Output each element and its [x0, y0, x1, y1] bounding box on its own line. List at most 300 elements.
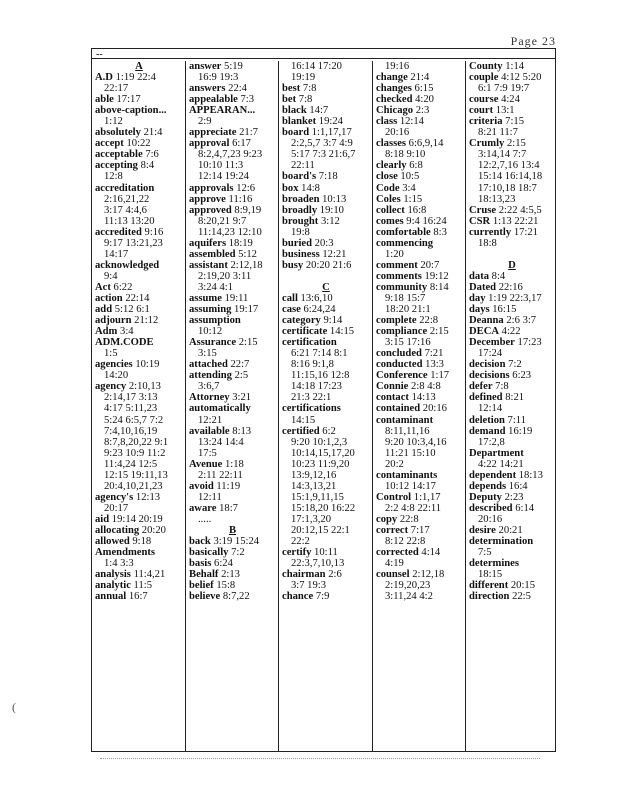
index-refs: 12:6: [233, 182, 256, 194]
index-refs: 5:19: [221, 61, 243, 72]
index-entry: [469, 138, 555, 149]
index-term: comment: [376, 259, 418, 271]
index-refs: 6:24: [211, 558, 233, 570]
index-refs-continued: 10:12: [198, 326, 223, 338]
index-refs-continued: 22:11: [291, 160, 315, 172]
index-term: approval: [189, 138, 230, 150]
index-term: chairman: [282, 569, 326, 581]
index-term: accept: [95, 138, 124, 150]
index-refs-continued: 13:9,12,16: [291, 469, 337, 481]
index-entry: [469, 326, 555, 337]
index-refs-continued: 3:15 17:16: [385, 337, 431, 349]
index-refs: 6:14: [512, 502, 535, 514]
index-entry: [376, 83, 463, 94]
index-refs: 20:20: [139, 524, 166, 536]
index-entry: [282, 304, 370, 315]
index-entry: [95, 536, 183, 547]
index-term: Behalf: [189, 569, 219, 581]
index-entry: [95, 260, 183, 271]
index-entry: [189, 459, 276, 470]
index-refs-continued: 9:18 15:7: [385, 292, 426, 304]
index-term: blanket: [282, 116, 317, 128]
index-term: certified: [282, 425, 320, 437]
index-term: absolutely: [95, 127, 141, 139]
index-refs-continued: 12:14: [478, 403, 503, 415]
index-refs-continued: 3:14,14 7:7: [478, 149, 527, 161]
index-entry: [189, 359, 276, 370]
index-refs-continued: 12:2,7,16 13:4: [478, 160, 540, 172]
index-entry: [189, 569, 276, 580]
index-term: comfortable: [376, 226, 431, 238]
index-refs: 4:20: [412, 94, 434, 106]
index-refs: 10:19: [132, 359, 160, 371]
index-entry: [376, 216, 463, 227]
index-entry: [376, 492, 463, 503]
index-term: deletion: [469, 414, 505, 426]
index-entry: [189, 183, 276, 194]
index-term: class: [376, 116, 398, 128]
index-entry: [282, 116, 370, 127]
index-refs: 17:23: [514, 337, 542, 349]
index-entry: [95, 127, 183, 138]
index-refs: 6:2: [319, 425, 336, 437]
index-term: Adm: [95, 326, 118, 338]
index-refs: 13:6,10: [297, 292, 333, 304]
index-entry: [189, 591, 276, 602]
index-refs-continued: 5:17 7:3 21:6,7: [291, 149, 356, 161]
index-refs: 7:8: [296, 94, 313, 106]
index-term: comes: [376, 215, 404, 227]
index-refs: 7:21: [421, 348, 444, 360]
index-term: category: [282, 315, 321, 327]
index-refs: 17:21: [511, 226, 538, 238]
index-refs: 1:19 22:3,17: [485, 292, 542, 304]
index-term: certifications: [282, 403, 341, 415]
index-refs-continued: 16:14 17:20: [291, 61, 342, 72]
index-refs-continued: 3:17 4:4,6: [104, 204, 147, 216]
index-refs-continued: 1:4 3:3: [104, 558, 134, 570]
index-refs: 2:22 4:5,5: [496, 204, 542, 216]
index-refs: 1:15: [400, 193, 423, 205]
index-refs-continued: 9:4: [104, 270, 118, 282]
index-refs: 2:6: [325, 569, 342, 581]
index-term: described: [469, 502, 513, 514]
index-term: classes: [376, 138, 407, 150]
index-term: criteria: [469, 116, 503, 128]
index-term: Department: [469, 447, 524, 459]
index-refs-continued: 2:11 22:11: [198, 469, 243, 481]
index-term: automatically: [189, 403, 251, 415]
index-entry: [282, 127, 370, 138]
index-entry: [95, 138, 183, 149]
index-term: aware: [189, 502, 217, 514]
index-refs: 13:3: [422, 359, 444, 371]
index-entry: [189, 403, 276, 414]
index-refs-continued: 9:23 10:9 11:2: [104, 447, 166, 459]
index-term: basically: [189, 547, 229, 559]
section-letter: B: [228, 524, 237, 536]
index-refs: 14:13: [408, 392, 436, 404]
index-term: close: [376, 171, 398, 183]
index-entry: [469, 227, 555, 238]
index-entry: [189, 205, 276, 216]
index-refs: 2:5: [231, 370, 249, 382]
index-refs-continued: 12:11: [198, 491, 222, 503]
index-refs: 2:15: [504, 138, 526, 150]
index-refs: 20:20 21:6: [303, 259, 352, 271]
index-refs: 22:7: [227, 359, 250, 371]
index-entry: [376, 403, 463, 414]
index-refs: 18:13: [516, 469, 543, 481]
index-entry: [376, 94, 463, 105]
index-entry: [95, 160, 183, 171]
index-refs-continued: 17:5: [198, 447, 217, 459]
index-term: December: [469, 337, 515, 349]
index-refs: 7:3: [237, 94, 255, 106]
index-entry: [376, 260, 463, 271]
index-refs-continued: 6:21 7:14 8:1: [291, 348, 348, 360]
index-entry: [189, 370, 276, 381]
index-entry: [469, 271, 555, 282]
index-refs: 5:12 6:1: [112, 304, 150, 316]
index-entry: [469, 304, 555, 315]
index-refs-continued: 14:20: [104, 370, 129, 382]
index-refs: 8:13: [229, 425, 252, 437]
index-term: contained: [376, 403, 421, 415]
top-mark: --: [96, 49, 103, 60]
index-term: attending: [189, 370, 232, 382]
index-refs: 12:21: [319, 248, 347, 260]
index-term: broaden: [282, 193, 320, 205]
index-term: demand: [469, 425, 506, 437]
index-entry: [376, 183, 463, 194]
index-entry: [95, 381, 183, 392]
index-term: determines: [469, 558, 520, 570]
index-entry: [469, 448, 555, 459]
index-refs-continued: 18:15: [478, 569, 503, 581]
index-term: accredited: [95, 226, 142, 238]
index-entry: [189, 315, 276, 326]
index-entry: [189, 94, 276, 105]
index-refs-continued: 4:22 14:21: [478, 458, 524, 470]
index-refs: 4:24: [498, 94, 520, 106]
index-term: comments: [376, 270, 422, 282]
index-refs: 7:8: [492, 381, 509, 393]
index-term: Assurance: [189, 337, 237, 349]
index-entry: [469, 536, 555, 547]
index-refs: 2:13: [218, 569, 240, 581]
index-entry: [189, 138, 276, 149]
index-refs: 8:4: [137, 160, 155, 172]
index-refs: 1:1,17,17: [309, 127, 352, 139]
index-refs: 7:18: [316, 171, 338, 183]
index-term: desire: [469, 524, 496, 536]
index-term: approvals: [189, 182, 234, 194]
index-refs-continued: 11:15,16 12:8: [291, 370, 350, 382]
index-entry: [376, 415, 463, 426]
index-refs-continued: 19:19: [291, 72, 316, 84]
index-term: couple: [469, 72, 499, 84]
index-term: Crumly: [469, 138, 505, 150]
index-term: Attorney: [189, 392, 230, 404]
index-refs: 7:17: [408, 524, 430, 536]
index-refs: 9:14: [320, 315, 343, 327]
index-term: concluded: [376, 348, 422, 360]
index-refs: 14:15: [327, 326, 355, 338]
index-refs: 7:9: [313, 591, 330, 603]
index-refs: 14:8: [298, 182, 320, 194]
index-refs: 9:16: [141, 226, 164, 238]
index-entry: [189, 194, 276, 205]
index-term: acceptable: [95, 149, 143, 161]
index-refs: 15:8: [213, 580, 236, 592]
index-term: agency's: [95, 491, 134, 503]
index-term: Deputy: [469, 491, 502, 503]
index-entry: [376, 348, 463, 359]
index-refs-continued: 10:14,15,17,20: [291, 447, 355, 459]
index-entry: [282, 205, 370, 216]
index-term: decision: [469, 359, 506, 371]
index-entry: [95, 304, 183, 315]
index-term: Avenue: [189, 458, 223, 470]
index-entry: [282, 426, 370, 437]
index-entry: [282, 260, 370, 271]
index-refs: 10:11: [311, 547, 338, 559]
index-refs-continued: 10:23 11:9,20: [291, 458, 350, 470]
index-refs-continued: 15:14 16:14,18: [478, 171, 543, 183]
index-term: annual: [95, 591, 127, 603]
index-refs: 5:12: [235, 248, 257, 260]
index-term: approved: [189, 204, 232, 216]
index-term: different: [469, 580, 509, 592]
index-term: contaminants: [376, 469, 438, 481]
index-refs-continued: 3:11,24 4:2: [385, 591, 433, 603]
index-term: best: [282, 83, 301, 95]
index-entry: [376, 470, 463, 481]
index-term: analytic: [95, 580, 131, 592]
index-term: determination: [469, 536, 534, 548]
index-term: allowed: [95, 536, 130, 548]
index-term: ADM.CODE: [95, 337, 154, 349]
index-term: court: [469, 105, 494, 117]
index-refs: 22:5: [509, 591, 531, 603]
index-refs: 10:13: [319, 193, 347, 205]
index-refs-continued: 3:15: [198, 348, 217, 360]
index-entry: [376, 525, 463, 536]
index-entry: [95, 525, 183, 536]
index-term: Control: [376, 491, 412, 503]
index-refs: 4:14: [418, 547, 441, 559]
index-entry: [282, 403, 370, 414]
index-entry: [469, 205, 555, 216]
index-refs: 7:15: [502, 116, 525, 128]
index-refs-continued: 11:4,24 12:5: [104, 458, 158, 470]
index-refs: 21:4: [407, 72, 430, 84]
index-refs: 2:15: [236, 337, 258, 349]
index-refs-continued: 12:14 19:24: [198, 171, 249, 183]
index-refs: 6:6,9,14: [406, 138, 444, 150]
index-refs: 14:7: [306, 105, 329, 117]
index-entry: [95, 547, 183, 558]
index-entry: [95, 569, 183, 580]
index-refs: 21:4: [140, 127, 163, 139]
index-term: action: [95, 292, 123, 304]
index-term: commencing: [376, 237, 434, 249]
index-refs-continued: 14:18 17:23: [291, 381, 342, 393]
index-refs: 1:19 22:4: [112, 72, 156, 84]
index-entry: [376, 171, 463, 182]
index-entry: [95, 183, 183, 194]
index-term: able: [95, 94, 114, 106]
index-refs-continued: 4:17 5:11,23: [104, 403, 158, 415]
index-refs: 8:14: [427, 281, 449, 293]
index-entry: [282, 183, 370, 194]
index-term: basis: [189, 558, 212, 570]
index-entry: [282, 293, 370, 304]
index-entry: [189, 536, 276, 547]
index-term: APPEARAN...: [189, 105, 256, 117]
index-refs-continued: 8:16 9:1,8: [291, 359, 334, 371]
index-entry: [469, 359, 555, 370]
index-term: agency: [95, 381, 127, 393]
index-entry: [376, 392, 463, 403]
index-entry: [95, 149, 183, 160]
index-refs-continued: 4:19: [385, 558, 404, 570]
index-entry: [282, 315, 370, 326]
index-term: checked: [376, 94, 413, 106]
index-term: changes: [376, 83, 412, 95]
index-refs-continued: 16:9 19:3: [198, 72, 239, 84]
index-refs-continued: 11:21 15:10: [385, 447, 436, 459]
index-entry: [189, 547, 276, 558]
index-refs: 3:19 15:24: [210, 536, 260, 548]
index-term: clearly: [376, 160, 407, 172]
index-term: assumption: [189, 315, 241, 327]
index-refs-continued: 1:12: [104, 116, 123, 128]
index-refs: 19:12: [421, 270, 449, 282]
index-entry: [95, 282, 183, 293]
index-entry: [469, 492, 555, 503]
index-refs-continued: 1:20: [385, 248, 404, 260]
index-refs: 20:16: [420, 403, 447, 415]
index-column-4: [372, 61, 465, 751]
index-refs-continued: 2:19,20 3:11: [198, 270, 252, 282]
index-refs: 20:7: [417, 259, 440, 271]
index-entry: [189, 83, 276, 94]
index-refs-continued: 21:3 22:1: [291, 392, 332, 404]
index-refs: 19:11: [221, 292, 249, 304]
index-entry: [469, 591, 555, 602]
index-term: direction: [469, 591, 510, 603]
index-refs-continued: 2:9: [198, 116, 212, 128]
index-refs-continued: 5:24 6:5,7 7:2: [104, 414, 164, 426]
index-refs-continued: 8:11,11,16: [385, 425, 430, 437]
index-term: business: [282, 248, 320, 260]
section-letter: D: [508, 259, 516, 271]
index-term: assembled: [189, 248, 236, 260]
index-term: back: [189, 536, 211, 548]
index-refs-continued: 2:14,17 3:13: [104, 392, 158, 404]
index-refs: 9:18: [129, 536, 152, 548]
index-term: box: [282, 182, 299, 194]
index-refs-continued: 2:2 4:8 22:11: [385, 502, 442, 514]
index-entry: [95, 105, 183, 116]
index-term: Coles: [376, 193, 401, 205]
index-term: data: [469, 270, 490, 282]
index-entry: [469, 392, 555, 403]
index-entry: [376, 370, 463, 381]
index-refs: 6:22: [110, 281, 133, 293]
index-refs: 10:5: [397, 171, 420, 183]
index-entry: [469, 415, 555, 426]
index-refs-continued: .....: [198, 513, 212, 525]
index-refs: 7:2: [228, 547, 245, 559]
index-entry: [189, 426, 276, 437]
index-term: black: [282, 105, 307, 117]
index-entry: [189, 558, 276, 569]
index-refs: 16:19: [505, 425, 533, 437]
index-entry: [469, 72, 555, 83]
index-entry: [282, 194, 370, 205]
blank-line: [282, 271, 370, 282]
index-refs: 22:14: [122, 292, 150, 304]
index-refs-continued: 8:7,8,20,22 9:1: [104, 436, 169, 448]
index-entry: [189, 293, 276, 304]
index-entry: [282, 216, 370, 227]
index-entry: [376, 547, 463, 558]
index-entry: [469, 481, 555, 492]
index-refs-continued: 17:2,8: [478, 436, 505, 448]
index-refs-continued: 9:20 10:1,2,3: [291, 436, 348, 448]
index-entry: [282, 547, 370, 558]
index-term: Conference: [376, 370, 428, 382]
index-refs-continued: 6:1 7:9 19:7: [478, 83, 530, 95]
index-refs-continued: 20:16: [478, 513, 503, 525]
index-entry: [469, 381, 555, 392]
index-refs: 22:16: [496, 281, 523, 293]
index-refs: 11:16: [225, 193, 253, 205]
index-entry: [469, 503, 555, 514]
index-refs: 12:13: [133, 491, 161, 503]
index-refs: 1:17: [427, 370, 450, 382]
index-term: Connie: [376, 381, 409, 393]
index-refs: 16:4: [506, 480, 528, 492]
index-entry: [189, 503, 276, 514]
index-entry: [469, 116, 555, 127]
index-term: busy: [282, 259, 304, 271]
index-term: day: [469, 292, 486, 304]
index-entry: [376, 160, 463, 171]
index-entry: [282, 569, 370, 580]
index-refs-continued: 19:16: [385, 61, 410, 72]
index-entry: [376, 194, 463, 205]
index-refs-continued: 14:15: [291, 414, 316, 426]
index-entry: [376, 227, 463, 238]
index-term: approve: [189, 193, 226, 205]
index-refs-continued: 7:4,10,16,19: [104, 425, 158, 437]
index-term: assume: [189, 292, 222, 304]
index-refs: 16:15: [489, 304, 517, 316]
index-entry: [95, 359, 183, 370]
index-refs-continued: 2:16,21,22: [104, 193, 150, 205]
index-term: compliance: [376, 326, 428, 338]
index-term: buried: [282, 237, 313, 249]
index-refs: 2:6 3:7: [503, 315, 537, 327]
index-term: correct: [376, 524, 409, 536]
index-entry: [189, 105, 276, 116]
index-term: answers: [189, 83, 226, 95]
index-term: belief: [189, 580, 214, 592]
